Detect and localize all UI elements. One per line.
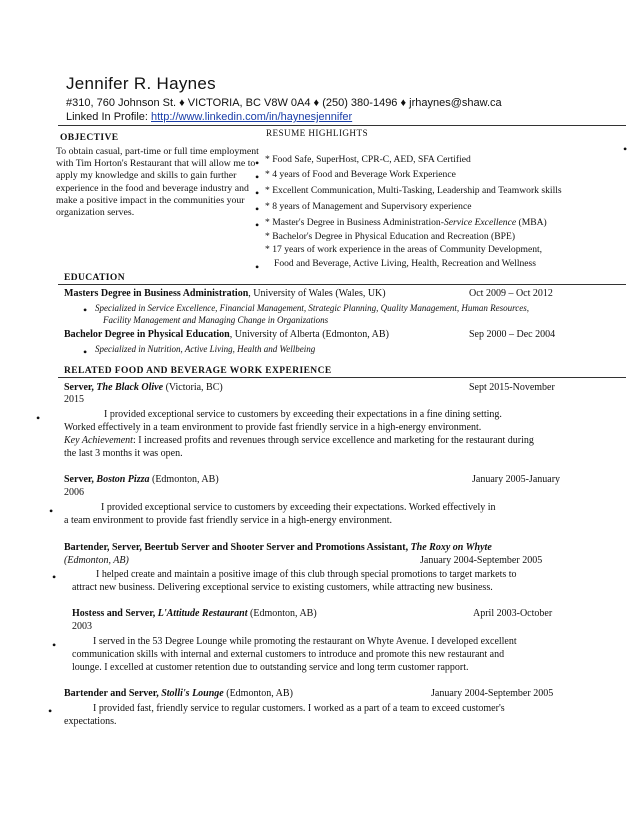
highlight-item: * Excellent Communication, Multi-Tasking, Leadership and Teamwork skills [265,185,562,196]
job-4-desc: I served in the 53 Degree Lounge while promoting the restaurant on Whyte Avenue. I developed excellent [93,636,517,647]
job-4-dates: April 2003-October [473,608,553,619]
job-4-employer: L'Attitude Restaurant [157,608,248,619]
job-1-desc: I provided exceptional service to customers by exceeding their expectations in a fine dining setting. [104,409,502,420]
objective-heading: OBJECTIVE [60,133,119,143]
job-2-year: 2006 [64,487,84,498]
highlights-heading: RESUME HIGHLIGHTS [266,128,368,138]
job-4-location: (Edmonton, AB) [247,608,317,619]
job-4-title [72,608,317,619]
degree-2-school: , University of Alberta (Edmonton, AB) [229,329,389,340]
job-3-location: (Edmonton, AB) [64,555,129,566]
job-4-role: Hostess and Server, [72,608,158,619]
job-2-location: (Edmonton, AB) [149,474,219,485]
job-3-desc-2: attract new business. Delivering exceptional service to existing customers, while attracting new business. [72,582,493,593]
job-4-bullet: • [52,638,57,652]
objective-text: To obtain casual, part-time or full time employment with Tim Horton's Restaurant that will allow me to apply my knowledge and skills to gain further experience in the food and beverage industry and make a positive impact in the communities your organization serves. [56,146,259,219]
job-2-desc: I provided exceptional service to customers by exceeding their expectations. Worked effectively in [101,502,496,513]
job-5-bullet: • [48,704,53,718]
degree-1 [64,288,386,299]
highlight-bullet-3: • [255,186,260,200]
degree-2 [64,329,389,340]
job-1-title [64,382,223,393]
highlight-mba-specialty: Service Excellence [443,217,517,228]
job-3-role: Bartender, Server, Beertub Server and Shooter Server and Promotions Assistant, [64,542,411,553]
job-5-dates: January 2004-September 2005 [431,688,554,699]
job-1-dates: Sept 2015-November [469,382,555,393]
job-5-title [64,688,293,699]
job-4-desc-2: communication skills with internal and external customers to introduce and promote this new restaurant and [72,649,505,660]
job-2-employer: Boston Pizza [96,474,150,485]
job-3-desc: I helped create and maintain a positive image of this club through special promotions to target markets to [96,569,517,580]
degree-2-dates: Sep 2000 – Dec 2004 [469,329,556,340]
highlight-bullet-0: • [623,142,628,156]
job-4-year: 2003 [72,621,92,632]
job-2-dates: January 2005-January [472,474,561,485]
job-5-role: Bartender and Server, [64,688,162,699]
degree-2-detail: Specialized in Nutrition, Active Living, Health and Wellbeing [95,344,316,354]
highlight-item: * Food Safe, SuperHost, CPR-C, AED, SFA Certified [265,154,471,165]
degree-1-dates: Oct 2009 – Oct 2012 [469,288,553,299]
degree-1-detail-cont: Facility Management and Managing Change in Organizations [103,315,329,325]
degree-1-school: , University of Wales (Wales, UK) [248,288,386,299]
experience-heading: RELATED FOOD AND BEVERAGE WORK EXPERIENCE [64,366,332,376]
job-3-employer: The Roxy on Whyte [410,542,492,553]
highlight-bullet-5: • [255,218,260,232]
job-1-desc-2: Worked effectively in a team environment to provide fast friendly service in a high-energy environment. [64,422,482,433]
linkedin-line [66,111,352,123]
linkedin-link[interactable]: http://www.linkedin.com/in/haynesjennifer [151,111,353,123]
job-5-employer: Stolli's Lounge [161,688,224,699]
degree-2-bullet: • [83,345,88,359]
job-1-bullet: • [36,411,41,425]
job-4-desc-3: lounge. I excelled at customer retention due to outstanding service and long term customer rapport. [72,662,469,673]
job-1-key-text: : I increased profits and revenues through service excellence and marketing for the restaurant during [132,435,534,446]
experience-rule [58,377,626,378]
job-1-location: (Victoria, BC) [163,382,223,393]
highlight-item-mba [265,217,547,228]
job-1-key [64,435,534,446]
job-1-year: 2015 [64,394,84,405]
job-3-title [64,542,492,553]
job-3-bullet: • [52,570,57,584]
highlight-item: * 4 years of Food and Beverage Work Experience [265,169,456,180]
highlight-bullet-1: • [255,156,260,170]
header-rule [58,125,626,126]
degree-1-title: Masters Degree in Business Administration [64,288,249,299]
highlight-bullet-4: • [255,202,260,216]
job-1-desc-4: the last 3 months it was open. [64,448,183,459]
job-5-desc-2: expectations. [64,716,117,727]
education-heading: EDUCATION [64,273,125,283]
job-1-role: Server, [64,382,97,393]
job-2-desc-2: a team environment to provide fast friendly service in a high-energy environment. [64,515,393,526]
job-1-employer: The Black Olive [96,382,164,393]
highlight-item: * 17 years of work experience in the areas of Community Development, [265,244,543,255]
education-rule [58,284,626,285]
degree-1-detail: Specialized in Service Excellence, Financial Management, Strategic Planning, Quality Management, Human Resources, [95,303,530,313]
job-3-dates: January 2004-September 2005 [420,555,543,566]
highlight-item: * 8 years of Management and Supervisory experience [265,201,472,212]
highlight-mba-text: * Master's Degree in Business Administration- [265,217,444,228]
job-2-title [64,474,219,485]
job-5-location: (Edmonton, AB) [223,688,293,699]
job-2-role: Server, [64,474,97,485]
highlight-item: * Bachelor's Degree in Physical Education and Recreation (BPE) [265,231,516,242]
candidate-name: Jennifer R. Haynes [66,74,216,93]
degree-1-bullet: • [83,303,88,317]
highlight-mba-abbrev: (MBA) [516,217,547,228]
job-2-bullet: • [49,504,54,518]
contact-line: #310, 760 Johnson St. ♦ VICTORIA, BC V8W 0A4 ♦ (250) 380-1496 ♦ jrhaynes@shaw.ca [66,97,502,109]
highlight-bullet-2: • [255,170,260,184]
highlight-bullet-6: • [255,260,260,274]
highlight-item: Food and Beverage, Active Living, Health, Recreation and Wellness [274,258,537,269]
job-5-desc: I provided fast, friendly service to regular customers. I worked as a part of a team to exceed customer's [93,703,505,714]
degree-2-title: Bachelor Degree in Physical Education [64,329,230,340]
job-1-key-label: Key Achievement [64,435,133,446]
linkedin-label: Linked In Profile: [66,111,151,123]
